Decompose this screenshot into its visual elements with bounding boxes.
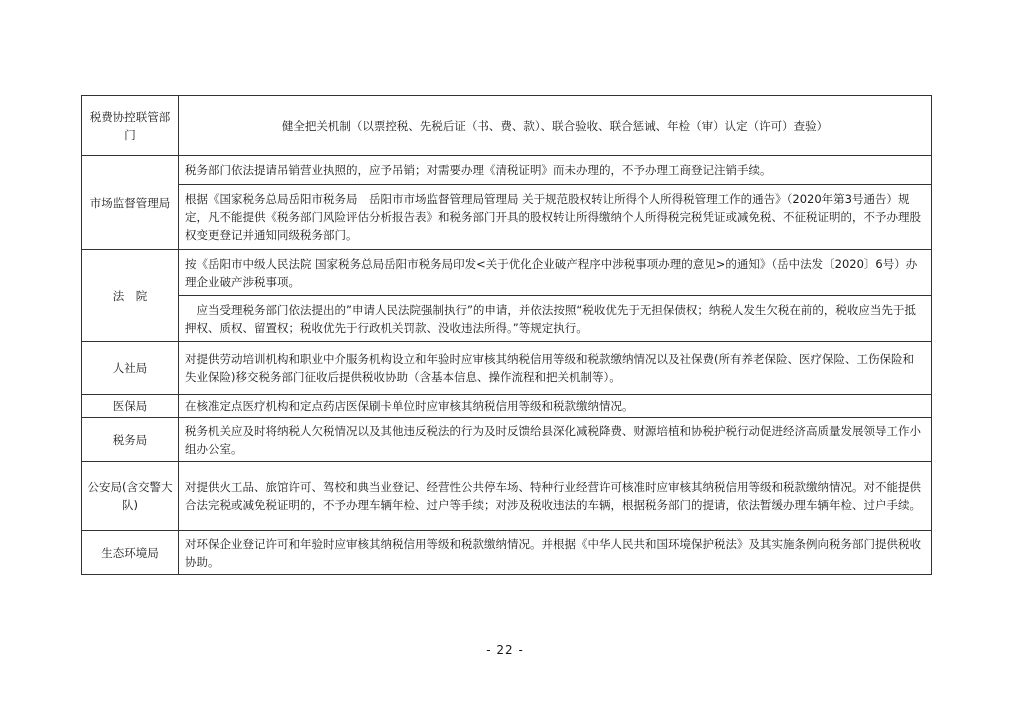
table-row (82, 342, 932, 395)
table-row (82, 185, 932, 250)
tax-coordination-table (81, 95, 932, 575)
table-row (82, 395, 932, 418)
mechanism-cell: 对提供劳动培训机构和职业中介服务机构设立和年验时应审核其纳税信用等级和税款缴纳情况以及社保费(所有养老保险、医疗保险、工伤保险和失业保险)移交税务部门征收后提供税收协助（含基本信息、操作流程和把关机制等）。 (179, 342, 932, 395)
table-row (82, 296, 932, 342)
header-dept: 税费协控联管部门 (82, 96, 179, 156)
mechanism-cell: 按《岳阳市中级人民法院 国家税务总局岳阳市税务局印发<关于优化企业破产程序中涉税事项办理的意见>的通知》（岳中法发〔2020〕6号）办理企业破产涉税事项。 (179, 250, 932, 296)
mechanism-cell: 在核准定点医疗机构和定点药店医保刷卡单位时应审核其纳税信用等级和税款缴纳情况。 (179, 395, 932, 418)
dept-court: 法 院 (82, 250, 179, 342)
header-mechanism: 健全把关机制（以票控税、先税后证（书、费、款）、联合验收、联合惩诫、年检（审）认定（许可）查验） (179, 96, 932, 156)
mechanism-cell: 对环保企业登记许可和年验时应审核其纳税信用等级和税款缴纳情况。并根据《中华人民共和国环境保护税法》及其实施条例向税务部门提供税收协助。 (179, 531, 932, 575)
mechanism-cell: 对提供火工品、旅馆许可、驾校和典当业登记、经营性公共停车场、特种行业经营许可核准时应审核其纳税信用等级和税款缴纳情况。对不能提供合法完税或减免税证明的，不予办理车辆年检、过户等手续；对涉及税收违法的车辆，根据税务部门的提请，依法暂缓办理车辆年检、过户手续。 (179, 462, 932, 531)
dept-hr-bureau: 人社局 (82, 342, 179, 395)
page-number: - 22 - (486, 643, 524, 657)
table-header-row (82, 96, 932, 156)
table-row (82, 418, 932, 462)
dept-public-security: 公安局(含交警大队) (82, 462, 179, 531)
table-row (82, 531, 932, 575)
dept-tax-bureau: 税务局 (82, 418, 179, 462)
mechanism-cell: 应当受理税务部门依法提出的”申请人民法院强制执行”的申请，并依法按照“税收优先于无担保债权；纳税人发生欠税在前的，税收应当先于抵押权、质权、留置权；税收优先于行政机关罚款、没收违法所得。”等规定执行。 (179, 296, 932, 342)
table-row (82, 250, 932, 296)
dept-ecology: 生态环境局 (82, 531, 179, 575)
mechanism-cell: 根据《国家税务总局岳阳市税务局 岳阳市市场监督管理局管理局 关于规范股权转让所得个人所得税管理工作的通告》（2020年第3号通告）规定，凡不能提供《税务部门风险评估分析报告表》和税务部门开具的股权转让所得缴纳个人所得税完税凭证或减免税、不征税证明的，不予办理股权变更登记并通知同级税务部门。 (179, 185, 932, 250)
mechanism-cell: 税务机关应及时将纳税人欠税情况以及其他违反税法的行为及时反馈给县深化减税降费、财源培植和协税护税行动促进经济高质量发展领导工作小组办公室。 (179, 418, 932, 462)
dept-market-supervision: 市场监督管理局 (82, 156, 179, 250)
mechanism-cell: 税务部门依法提请吊销营业执照的，应予吊销；对需要办理《清税证明》而未办理的，不予办理工商登记注销手续。 (179, 156, 932, 185)
table-row (82, 462, 932, 531)
dept-medical-security: 医保局 (82, 395, 179, 418)
table-row (82, 156, 932, 185)
